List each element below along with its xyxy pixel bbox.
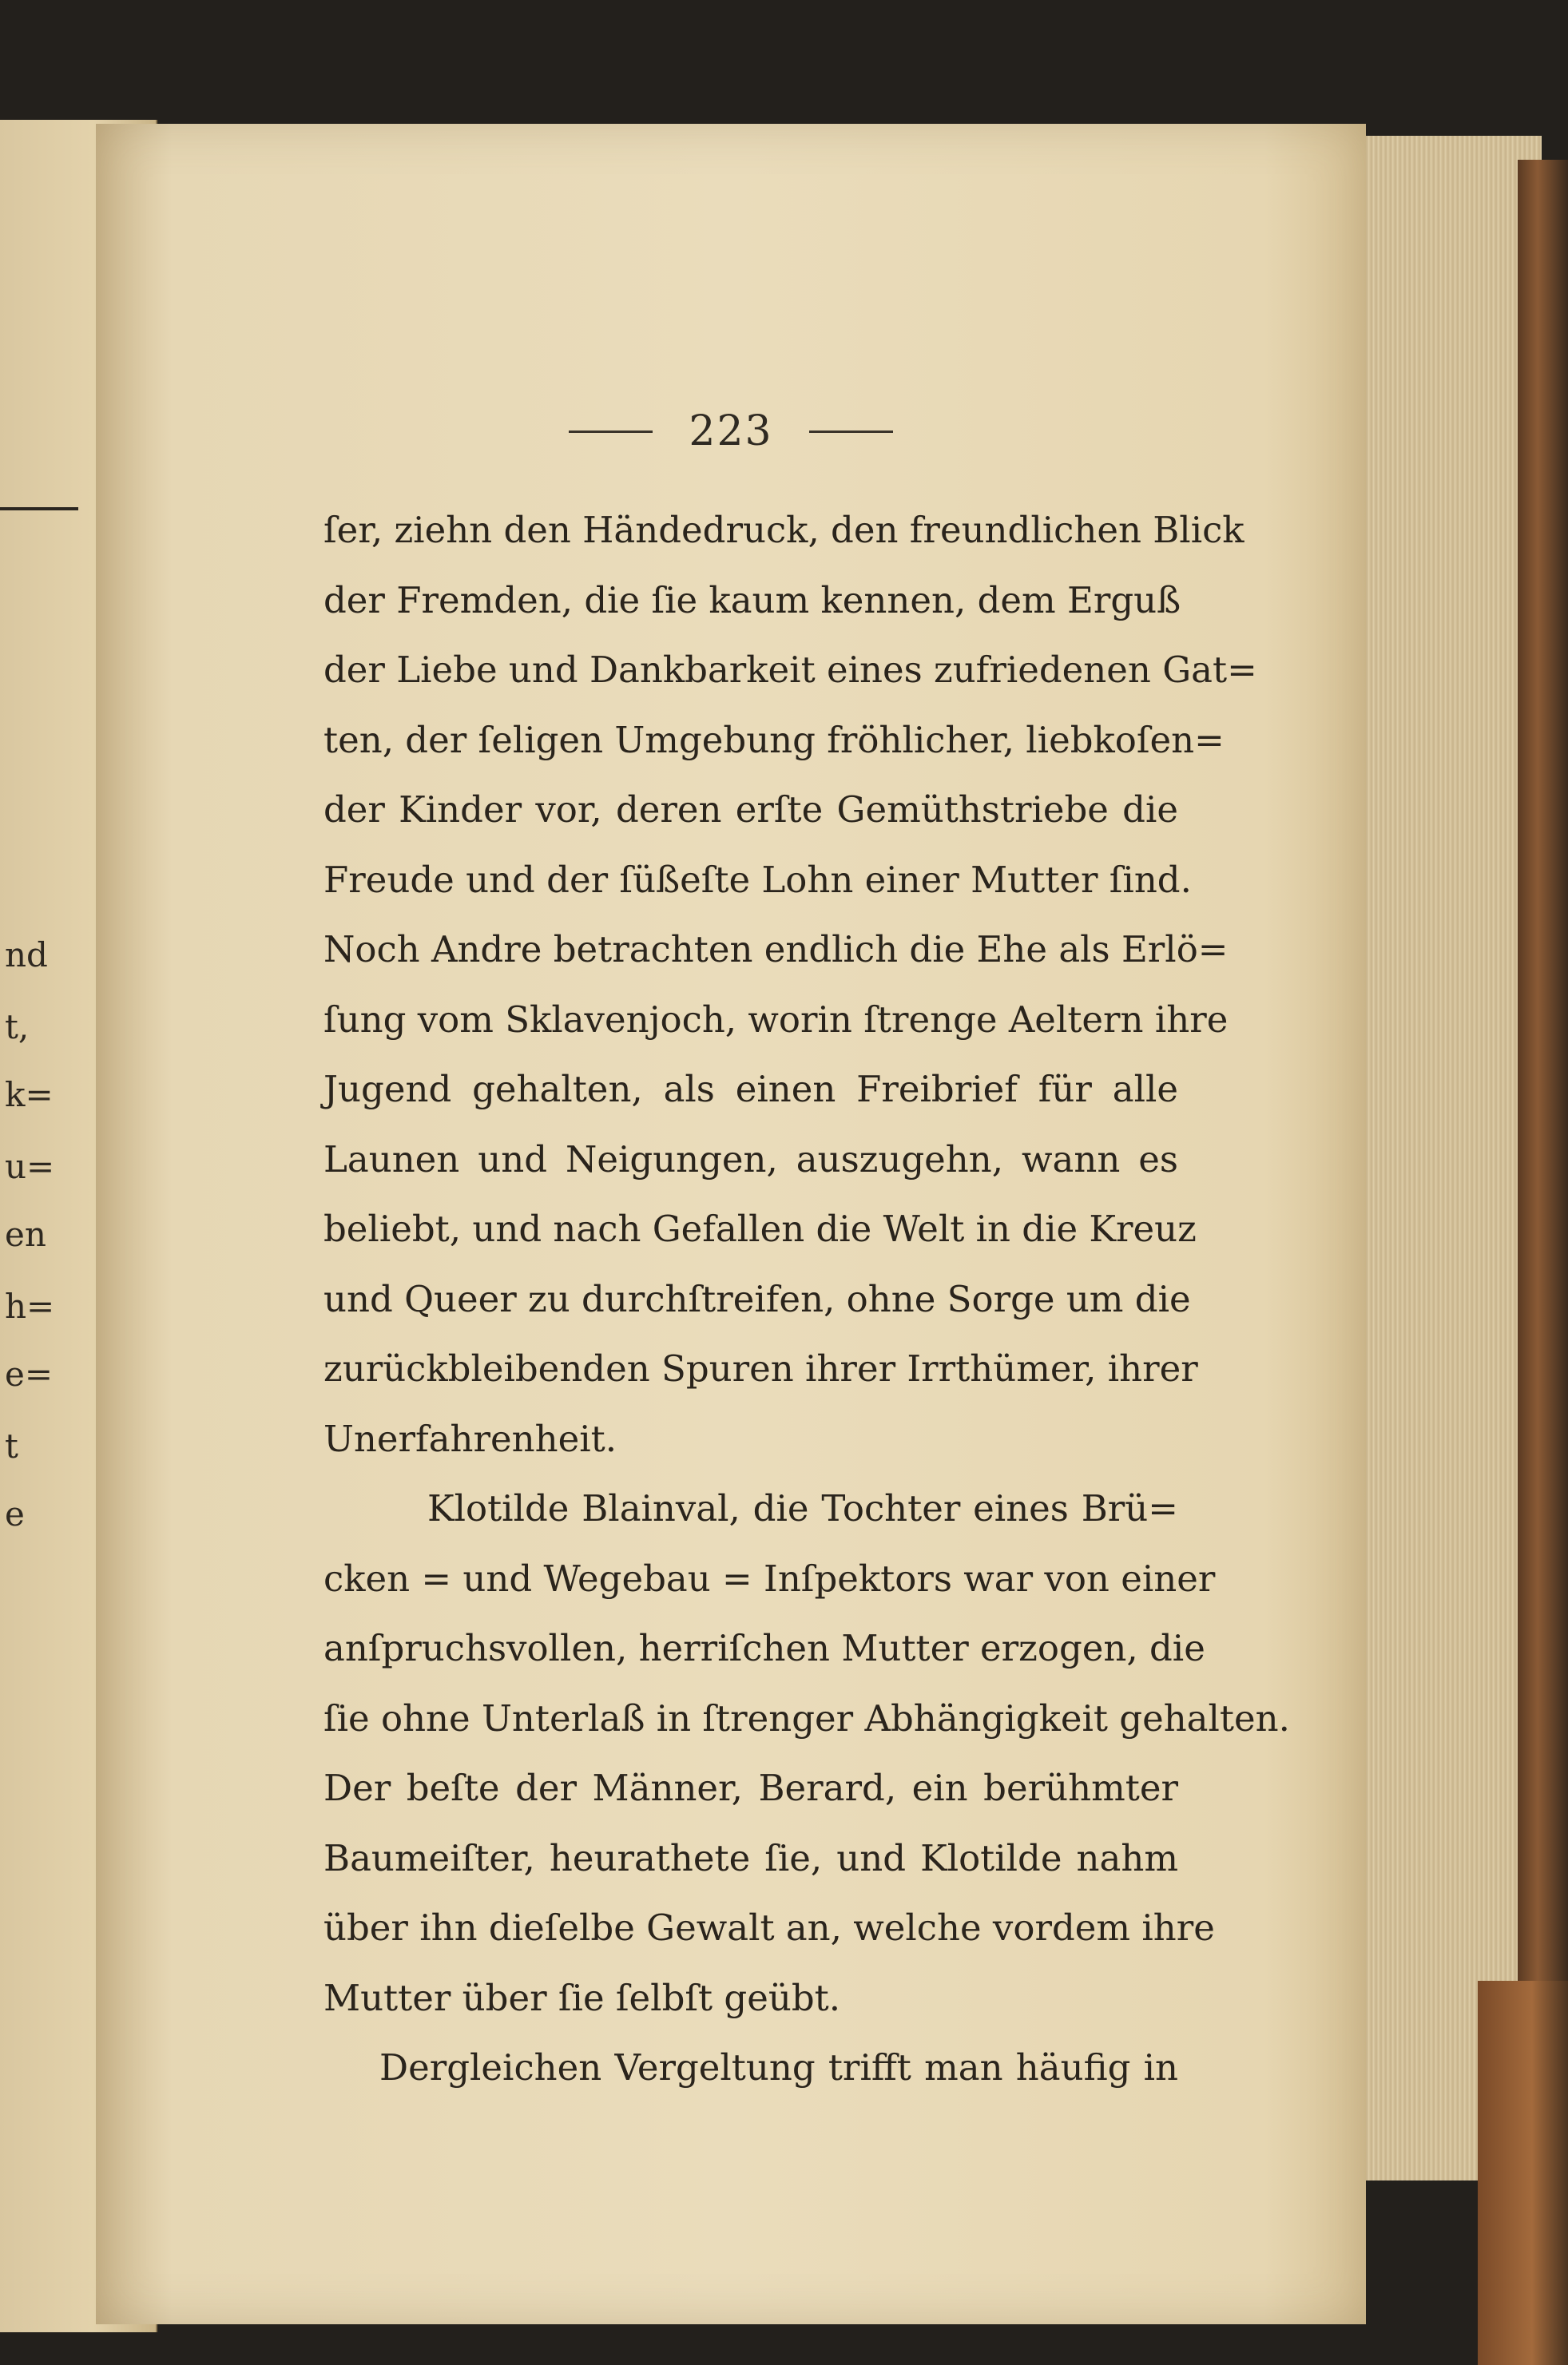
page-header xyxy=(96,407,1366,455)
book-page xyxy=(96,124,1366,2324)
text-line: und Queer zu durchſtreifen, ohne Sorge um die xyxy=(324,1277,1191,1320)
text-line: der Liebe und Dankbarkeit eines zufriedenen Gat= xyxy=(324,649,1257,691)
text-line: Unerfahrenheit. xyxy=(324,1417,617,1460)
book-cover-corner xyxy=(1478,1981,1568,2365)
text-line: Baumeiſter, heurathete ſie, und Klotilde nahm xyxy=(324,1836,1178,1879)
text-line: Der beſte der Männer, Berard, ein berühmter xyxy=(324,1767,1178,1809)
text-line: Klotilde Blainval, die Tochter eines Brü= xyxy=(427,1487,1178,1530)
text-line: anſpruchsvollen, herriſchen Mutter erzogen, die xyxy=(324,1627,1205,1669)
header-dash-right xyxy=(809,431,893,433)
facing-page-fragment: en xyxy=(5,1215,46,1254)
text-line: Noch Andre betrachten endlich die Ehe als Erlö= xyxy=(324,928,1229,970)
text-line: der Fremden, die ſie kaum kennen, dem Erguß xyxy=(324,578,1181,621)
page-edges xyxy=(1358,136,1542,2180)
facing-page-fragment: u= xyxy=(5,1147,55,1186)
text-line: cken = und Wegebau = Inſpektors war von einer xyxy=(324,1557,1216,1600)
facing-page-rule xyxy=(0,507,78,510)
text-line: der Kinder vor, deren erſte Gemüthstriebe die xyxy=(324,788,1178,831)
text-line: ſie ohne Unterlaß in ſtrenger Abhängigkeit gehalten. xyxy=(324,1696,1290,1740)
header-dash-left xyxy=(569,431,653,433)
facing-page-fragment: e xyxy=(5,1494,25,1534)
text-line: Jugend gehalten, als einen Freibrief für alle xyxy=(324,1068,1178,1110)
page-number: 223 xyxy=(689,407,773,455)
text-line: zurückbleibenden Spuren ihrer Irrthümer, ihrer xyxy=(324,1347,1198,1390)
text-line: Dergleichen Vergeltung trifft man häufig in xyxy=(379,2046,1178,2089)
text-line: ſer, ziehn den Händedruck, den freundlichen Blick xyxy=(324,509,1244,551)
text-line: Mutter über ſie ſelbſt geübt. xyxy=(324,1976,841,2019)
text-line: Freude und der ſüßeſte Lohn einer Mutter ſind. xyxy=(324,858,1192,901)
facing-page-fragment: t, xyxy=(5,1007,30,1046)
text-line: beliebt, und nach Gefallen die Welt in die Kreuz xyxy=(324,1208,1197,1250)
facing-page-fragment: e= xyxy=(5,1355,54,1394)
text-line: über ihn dieſelbe Gewalt an, welche vordem ihre xyxy=(324,1907,1215,1949)
facing-page-fragment: nd xyxy=(5,935,48,974)
text-line: Launen und Neigungen, auszugehn, wann es xyxy=(324,1137,1178,1181)
facing-page-fragment: t xyxy=(5,1427,18,1466)
page-body-text xyxy=(324,495,1290,2103)
text-line: ſung vom Sklavenjoch, worin ſtrenge Aeltern ihre xyxy=(324,998,1229,1041)
text-line: ten, der ſeligen Umgebung fröhlicher, liebkoſen= xyxy=(324,718,1225,761)
facing-page-fragment: k= xyxy=(5,1075,54,1114)
facing-page-fragment: h= xyxy=(5,1287,55,1326)
